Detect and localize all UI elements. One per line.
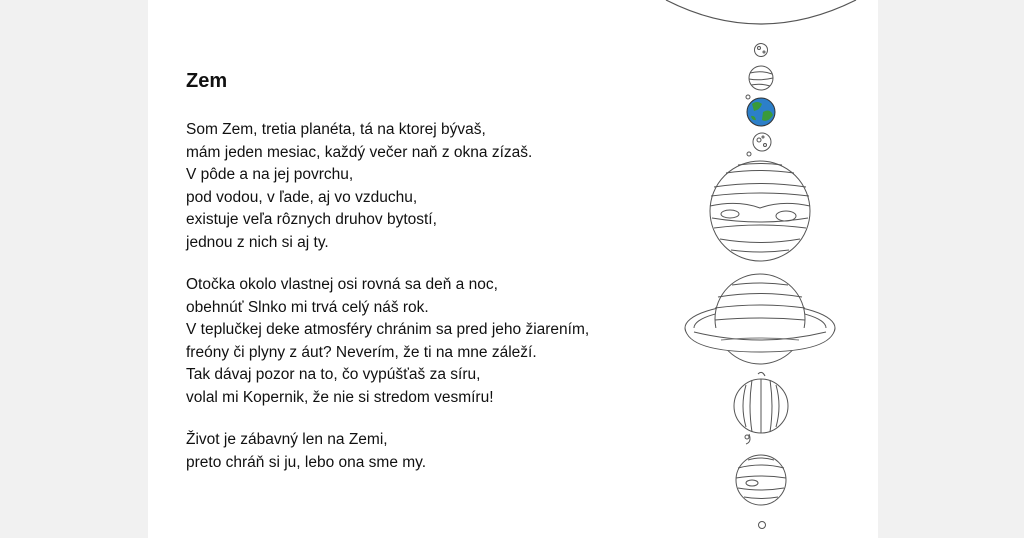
venus-drawing bbox=[749, 66, 773, 90]
poem-line: Život je zábavný len na Zemi, bbox=[186, 431, 388, 448]
document-page bbox=[148, 0, 878, 538]
poem-line: Tak dávaj pozor na to, čo vypúšťaš za síru, bbox=[186, 366, 481, 383]
uranus-drawing bbox=[734, 372, 788, 444]
small-moon-drawing bbox=[746, 95, 750, 99]
poem-title: Zem bbox=[186, 70, 228, 92]
poem-line: mám jeden mesiac, každý večer naň z okna zízaš. bbox=[186, 143, 533, 161]
poem-line: freóny či plyny z áut? Neverím, že ti na mne záleží. bbox=[186, 343, 537, 361]
pluto-drawing bbox=[759, 522, 766, 529]
poem-line: V pôde a na jej povrchu, bbox=[186, 166, 354, 183]
poem-line: preto chráň si ju, lebo ona sme my. bbox=[186, 453, 427, 471]
poem-line: jednou z nich si aj ty. bbox=[186, 233, 329, 251]
poem-line: pod vodou, v ľade, aj vo vzduchu, bbox=[186, 188, 418, 206]
poem-line: Som Zem, tretia planéta, tá na ktorej bývaš, bbox=[186, 121, 486, 138]
mercury-drawing bbox=[755, 44, 768, 57]
saturn-drawing bbox=[685, 274, 835, 364]
poem-line: existuje veľa rôznych druhov bytostí, bbox=[186, 211, 437, 228]
solar-system-illustration bbox=[148, 0, 878, 538]
poem-line: V teplučkej deke atmosféry chránim sa pred jeho žiarením, bbox=[186, 321, 590, 338]
earth-drawing bbox=[747, 98, 775, 126]
jupiter-drawing bbox=[710, 161, 810, 261]
poem-line: Otočka okolo vlastnej osi rovná sa deň a noc, bbox=[186, 276, 498, 293]
sun-drawing bbox=[666, 0, 856, 24]
mars-drawing bbox=[747, 133, 771, 156]
poem-line: obehnúť Slnko mi trvá celý náš rok. bbox=[186, 298, 429, 316]
neptune-drawing bbox=[736, 455, 786, 505]
poem-line: volal mi Kopernik, že nie si stredom vesmíru! bbox=[186, 388, 494, 406]
